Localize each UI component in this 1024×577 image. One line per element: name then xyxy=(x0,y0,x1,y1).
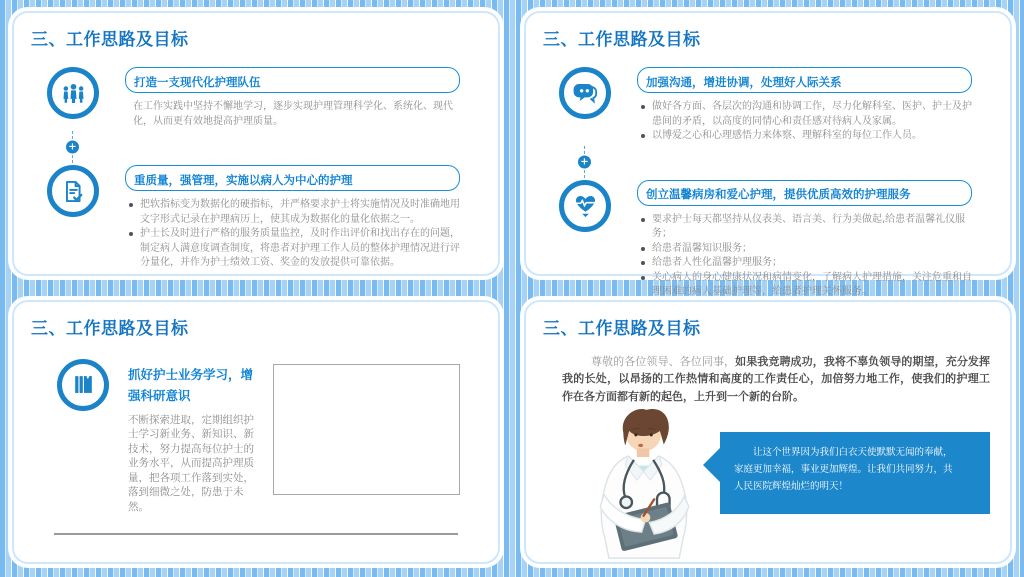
slide-1 xyxy=(0,0,512,289)
bullet-text: 要求护士每天都坚持从仪表美、语言美、行为美做起,给患者温馨礼仪服务； xyxy=(652,213,966,239)
item-heading-pill xyxy=(637,67,972,93)
slide-3-card xyxy=(12,300,500,565)
bullet-dot xyxy=(641,218,645,222)
bullet-text: 护士长及时进行严格的服务质量监控，及时作出评价和找出存在的问题，制定病人满意度调查制度，将患者对护理工作人员的整体护理情况进行评分量化，并作为护士绩效工资、奖金的发放提供可靠依据。 xyxy=(140,228,460,268)
bullet-item xyxy=(639,100,972,129)
bullet-list xyxy=(639,100,972,144)
list-item xyxy=(559,67,972,144)
slide-title: 三、工作思路及目标 xyxy=(543,30,701,50)
bullet-item xyxy=(639,256,972,271)
heart-pulse-icon xyxy=(559,180,611,232)
plus-icon: + xyxy=(66,141,79,154)
item-heading: 创立温馨病房和爱心护理，提供优质高效的护理服务 xyxy=(646,187,911,201)
slide-1-items xyxy=(47,67,460,271)
bullet-dot xyxy=(129,203,133,207)
bullet-dot xyxy=(641,134,645,138)
team-icon xyxy=(47,67,99,119)
section-body: 不断探索进取，定期组织护士学习新业务、新知识、新技术，努力提高每位护士的业务水平，从而提高护理质量，把各项工作落到实处，落到细微之处，防患于未然。 xyxy=(128,413,254,513)
bullet-dot xyxy=(641,247,645,251)
slide-3-text-block xyxy=(128,364,260,515)
slide-3 xyxy=(0,289,512,577)
plus-connector xyxy=(559,144,611,180)
item-heading-pill xyxy=(125,67,460,93)
closing-paragraph-main: 如果我竞聘成功，我将不辜负领导的期望，充分发挥我的长处，以昂扬的工作热情和高度的工作责任心，加倍努力地工作，使我们的护理工作在各方面都有新的起色，上升到一个新的台阶。 xyxy=(562,354,991,403)
speech-bubble-line: 让这个世界因为我们白衣天使默默无闻的奉献， xyxy=(753,446,953,458)
slide-2-items xyxy=(559,67,972,300)
bullet-item xyxy=(639,213,972,242)
item-heading-pill xyxy=(637,180,972,206)
divider-line xyxy=(54,533,458,535)
item-body: 在工作实践中坚持不懈地学习，逐步实现护理管理科学化、系统化、现代化，从而更有效地提高护理质量。 xyxy=(133,101,453,127)
list-item xyxy=(47,165,460,271)
speech-bubble-tail xyxy=(703,448,720,482)
document-check-icon xyxy=(47,165,99,217)
bullet-text: 关心病人的身心健康状况和病情变化，了解病人护理措施，关注危重和自理困难的病人基础护理等，给患者护理关怀服务。 xyxy=(652,271,972,297)
item-heading: 打造一支现代化护理队伍 xyxy=(134,74,261,89)
bullet-text: 以博爱之心和心理感悟力来体察、理解科室的每位工作人员。 xyxy=(652,130,922,141)
bullet-dot xyxy=(641,276,645,280)
plus-icon: + xyxy=(578,155,591,168)
bullet-dot xyxy=(641,261,645,265)
bullet-text: 做好各方面、各层次的沟通和协调工作，尽力化解科室、医护、护士及护患间的矛盾，以高度的同情心和责任感对待病人及家属。 xyxy=(652,101,972,127)
bullet-list xyxy=(639,213,972,300)
item-heading: 重质量，强管理，实施以病人为中心的护理 xyxy=(134,172,353,187)
bullet-item xyxy=(127,198,460,227)
bullet-text: 给患者温馨知识服务； xyxy=(652,242,752,254)
item-heading: 加强沟通，增进协调，处理好人际关系 xyxy=(646,74,842,89)
image-placeholder xyxy=(273,364,460,495)
section-heading: 抓好护士业务学习，增强科研意识 xyxy=(128,366,254,403)
bullet-dot xyxy=(129,232,133,236)
slide-2 xyxy=(512,0,1024,297)
speech-bubble-line: 家庭更加幸福，事业更加辉煌。让我们共同努力，共 xyxy=(734,463,953,475)
closing-paragraph-intro: 尊敬的各位领导、各位同事， xyxy=(591,354,736,368)
bullet-item xyxy=(639,129,972,144)
doctor-illustration xyxy=(580,404,710,562)
slide-title: 三、工作思路及目标 xyxy=(31,30,189,50)
chat-icon xyxy=(559,67,611,119)
speech-bubble-line: 人民医院辉煌灿烂的明天！ xyxy=(734,480,849,492)
slide-title: 三、工作思路及目标 xyxy=(31,318,189,339)
slide-4 xyxy=(512,289,1024,577)
bullet-dot xyxy=(641,105,645,109)
item-content xyxy=(637,180,972,300)
list-item xyxy=(559,180,972,300)
list-item xyxy=(47,67,460,129)
slide-title: 三、工作思路及目标 xyxy=(543,318,701,339)
bullet-item xyxy=(127,227,460,271)
bullet-item xyxy=(639,242,972,257)
bullet-list xyxy=(127,198,460,271)
speech-bubble xyxy=(720,432,990,514)
item-content xyxy=(125,165,460,271)
slide-4-card xyxy=(524,300,1012,565)
books-icon xyxy=(57,359,109,411)
closing-paragraph xyxy=(562,353,990,406)
bullet-text: 把软指标变为数据化的硬指标，并严格要求护士将实施情况及时准确地用文字形式记录在护理病历上，使其成为数据化的量化依据之一。 xyxy=(140,199,460,225)
item-content xyxy=(125,67,460,129)
item-heading-pill xyxy=(125,165,460,191)
slide-1-card xyxy=(12,11,500,276)
plus-connector xyxy=(47,129,99,165)
bullet-text: 给患者人性化温馨护理服务； xyxy=(652,257,782,268)
item-content xyxy=(637,67,972,144)
slide-2-card xyxy=(524,11,1012,297)
